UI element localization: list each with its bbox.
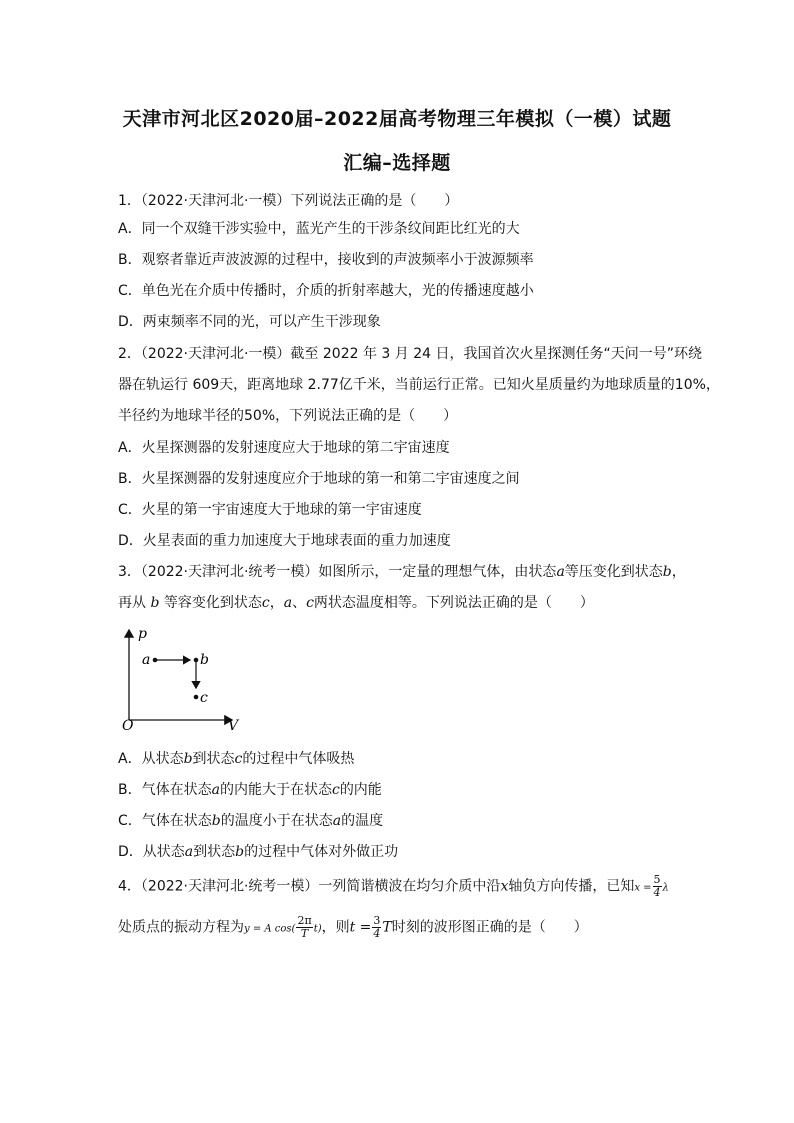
q4-stem-text: ，则 <box>321 919 350 936</box>
option-text: 的过程中气体吸热 <box>242 751 355 767</box>
punct: 、 <box>292 595 307 611</box>
punct: ， <box>269 595 284 611</box>
option-text: 到状态 <box>192 751 235 767</box>
q2-stem-line3: 半径约为地球半径的50%，下列说法正确的是（ ） <box>118 408 458 424</box>
t-equals: t = <box>349 919 372 936</box>
option-text: 的内能大于在状态 <box>219 782 332 798</box>
doc-title-line2: 汇编–选择题 <box>343 152 451 174</box>
option-text: B．气体在状态 <box>118 782 212 798</box>
fraction-5-4 <box>653 874 662 899</box>
q2-option-b: B．火星探测器的发射速度应介于地球的第一和第二宇宙速度之间 <box>118 471 520 487</box>
q4-stem-text: 轴负方向传播，已知 <box>508 878 635 895</box>
q3-stem-text: 再从 <box>118 595 146 611</box>
q4-stem-text: 4．（2022·天津河北·统考一模）一列简谐横波在均匀介质中沿 <box>118 878 501 895</box>
var-c: c <box>331 782 340 798</box>
option-text: 的温度 <box>341 813 384 829</box>
state-c-label: c <box>200 690 208 706</box>
var-b: b <box>183 751 193 767</box>
numerator: 2π <box>297 914 312 927</box>
p-axis-label: p <box>138 626 147 642</box>
q3-stem-text: 等压变化到状态 <box>564 564 663 580</box>
denominator: 4 <box>653 886 661 899</box>
q3-option-a <box>118 748 354 768</box>
q2-stem-line1: 2．（2022·天津河北·一模）截至 2022 年 3 月 24 日，我国首次火星探测任务“天问一号”环绕 <box>118 346 702 362</box>
origin-label: O <box>122 718 134 732</box>
var-c: c <box>234 751 243 767</box>
option-text: 的内能 <box>339 782 382 798</box>
option-text: 的过程中气体对外做正功 <box>244 844 399 860</box>
fraction-3-4 <box>372 915 381 940</box>
denominator: T <box>300 927 309 940</box>
state-a-label: a <box>142 652 151 668</box>
fraction-2pi-T <box>296 915 312 940</box>
q3-stem-text: 3．（2022·天津河北·统考一模）如图所示，一定量的理想气体，由状态 <box>118 564 557 580</box>
q4-stem-text: 时刻的波形图正确的是（ ） <box>391 919 588 936</box>
q3-option-d <box>118 841 398 861</box>
q2-option-a: A．火星探测器的发射速度应大于地球的第二宇宙速度 <box>118 440 450 456</box>
q4-stem-text: 处质点的振动方程为 <box>118 919 244 936</box>
q4-stem-line1 <box>118 874 669 899</box>
var-a: a <box>283 595 293 611</box>
option-text: C．气体在状态 <box>118 813 212 829</box>
option-text: 的温度小于在状态 <box>220 813 333 829</box>
q3-stem-line1 <box>118 561 686 581</box>
doc-title-line1: 天津市河北区2020届–2022届高考物理三年模拟（一模）试题 <box>122 108 672 130</box>
q2-option-d: D．火星表面的重力加速度大于地球表面的重力加速度 <box>118 533 451 549</box>
q1-option-c: C．单色光在介质中传播时，介质的折射率越大，光的传播速度越小 <box>118 283 534 299</box>
var-a: a <box>556 564 565 580</box>
q3-option-c <box>118 810 383 830</box>
numerator: 5 <box>653 873 661 886</box>
state-b-point <box>194 658 199 663</box>
option-text: A．从状态 <box>118 751 184 767</box>
q3-stem-line2 <box>118 592 594 612</box>
var-a: a <box>211 782 220 798</box>
var-a: a <box>332 813 342 829</box>
q3-option-b <box>118 779 382 799</box>
q2-option-c: C．火星的第一宇宙速度大于地球的第一宇宙速度 <box>118 502 422 518</box>
option-text: D．从状态 <box>118 844 185 860</box>
state-c-point <box>194 695 199 700</box>
q1-option-b: B．观察者靠近声波波源的过程中，接收到的声波频率小于波源频率 <box>118 252 534 268</box>
pv-diagram <box>118 622 248 732</box>
q2-stem-line2: 器在轨运行 609天，距离地球 2.77亿千米，当前运行正常。已知火星质量约为地球质量的10%， <box>118 377 720 393</box>
q1-stem: 1．（2022·天津河北·一模）下列说法正确的是（ ） <box>118 193 459 209</box>
var-a: a <box>184 844 194 860</box>
state-a-point <box>153 658 158 663</box>
var-b: b <box>211 813 221 829</box>
numerator: 3 <box>373 914 381 927</box>
var-x: x <box>500 878 509 895</box>
var-b: b <box>662 564 672 580</box>
punct: ， <box>671 564 686 580</box>
var-c: c <box>261 595 270 611</box>
q1-option-d: D．两束频率不同的光，可以产生干涉现象 <box>118 314 381 330</box>
x-equals: x = <box>634 882 652 894</box>
var-b: b <box>235 844 245 860</box>
var-c: c <box>306 595 314 611</box>
var-b: b <box>150 595 160 611</box>
y-equation-tail: t) <box>313 923 322 935</box>
state-b-label: b <box>200 652 209 668</box>
v-axis-label: V <box>228 718 239 732</box>
denominator: 4 <box>373 927 381 940</box>
q3-stem-text: 等容变化到状态 <box>163 595 262 611</box>
option-text: 到状态 <box>193 844 236 860</box>
lambda-symbol: λ <box>662 882 669 894</box>
q1-option-a: A．同一个双缝干涉实验中，蓝光产生的干涉条纹间距比红光的大 <box>118 221 520 237</box>
period-symbol: T <box>382 919 392 936</box>
y-equation-head: y = A cos( <box>244 923 296 935</box>
q3-stem-text: 两状态温度相等。下列说法正确的是（ ） <box>313 595 594 611</box>
q4-stem-line2 <box>118 915 588 940</box>
